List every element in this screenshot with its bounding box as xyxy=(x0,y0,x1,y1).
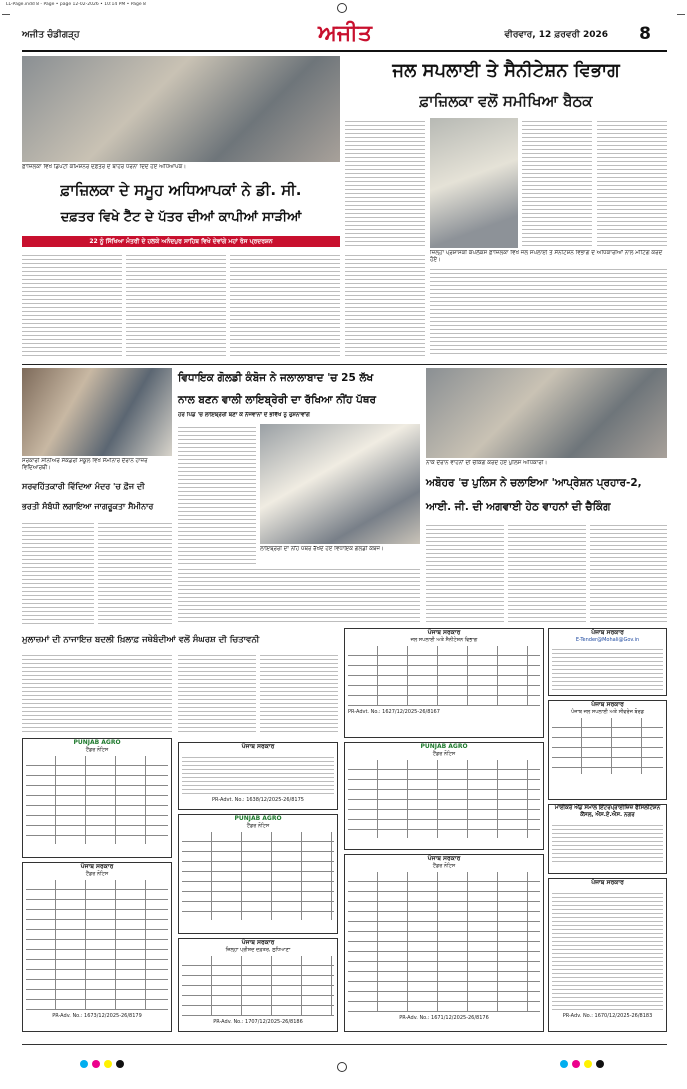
ad-title: ਪੰਜਾਬ ਸਰਕਾਰ xyxy=(591,879,624,886)
color-dot-magenta xyxy=(92,1060,100,1068)
story2-body-col xyxy=(126,252,226,358)
ad-office: ਜ਼ਿਲ੍ਹਾ ਪ੍ਰੀਸ਼ਦ ਦਫ਼ਤਰ, ਲੁਧਿਆਣਾ xyxy=(225,947,291,953)
ad-body xyxy=(552,646,663,692)
ad-pr-number: PR-Advt. No.: 1638/12/2025-26/8175 xyxy=(212,797,304,803)
ad-municipal xyxy=(548,804,667,874)
color-dot-cyan xyxy=(80,1060,88,1068)
ad-body xyxy=(552,822,663,862)
ad-table xyxy=(26,880,168,1010)
library-photo xyxy=(260,424,420,544)
story1-body-continued xyxy=(430,266,667,356)
issue-date: ਵੀਰਵਾਰ, 12 ਫ਼ਰਵਰੀ 2026 xyxy=(504,30,608,40)
ad-table xyxy=(552,718,663,774)
story3-headline-1: ਵਿਧਾਇਕ ਗੋਲਡੀ ਕੰਬੋਜ ਨੇ ਜਲਾਲਾਬਾਦ 'ਚ 25 ਲੱਖ xyxy=(178,372,374,384)
protest-photo xyxy=(22,56,340,162)
seminar-photo xyxy=(22,368,172,456)
ad-water-tender xyxy=(344,628,544,738)
police-photo-caption: ਨਾਕੇ ਦੌਰਾਨ ਵਾਹਨਾਂ ਦੀ ਚੈਕਿੰਗ ਕਰਦੇ ਹੋਏ ਪੁਲਿਸ ਅਧਿਕਾਰੀ। xyxy=(426,460,548,466)
ad-tender-table xyxy=(344,854,544,1032)
ad-title: ਪੰਜਾਬ ਸਰਕਾਰ xyxy=(427,629,461,636)
story6-body-col xyxy=(178,652,256,734)
ad-gov-notice xyxy=(548,628,667,696)
ad-table xyxy=(348,760,540,838)
crop-mark xyxy=(2,14,10,15)
story2-body-col xyxy=(22,252,122,358)
ad-tender-left xyxy=(22,862,172,1032)
story1-body-col xyxy=(345,252,425,358)
ad-subtitle: ਟੈਂਡਰ ਨੋਟਿਸ xyxy=(246,823,270,829)
story6-headline: ਮੁਲਾਜ਼ਮਾਂ ਦੀ ਨਾਜਾਇਜ਼ ਬਦਲੀ ਖ਼ਿਲਾਫ਼ ਜਥੇਬੰਦੀਆਂ ਵਲੋਂ ਸੰਘਰਸ਼ ਦੀ ਚਿਤਾਵਨੀ xyxy=(22,635,260,645)
ad-punjab-agro-left xyxy=(22,738,172,858)
ad-title: ਪੰਜਾਬ ਸਰਕਾਰ xyxy=(241,939,275,946)
ad-pr-number: PR-Adv. No.: 1673/12/2025-26/8179 xyxy=(52,1013,142,1019)
story2-headline-2: ਦਫ਼ਤਰ ਵਿਖੇ ਟੈੱਟ ਦੇ ਪੱਤਰ ਦੀਆਂ ਕਾਪੀਆਂ ਸਾੜੀਆਂ xyxy=(60,210,302,225)
registration-mark xyxy=(337,1062,347,1072)
story5-body-col xyxy=(508,522,586,622)
story4-headline-2: ਭਰਤੀ ਸੰਬੰਧੀ ਲਗਾਇਆ ਜਾਗਰੂਕਤਾ ਸੈਮੀਨਾਰ xyxy=(22,502,154,511)
story2-strap: 22 ਨੂੰ ਸਿੱਖਿਆ ਮੰਤਰੀ ਦੇ ਹਲਕੇ ਅਨੰਦਪੁਰ ਸਾਹਿਬ ਵਿਖੇ ਦੇਵਾਂਗੇ ਮਹਾਂ ਰੋਸ ਪ੍ਰਦਰਸ਼ਨ xyxy=(22,236,340,247)
meeting-photo xyxy=(430,118,518,248)
story1-body-col xyxy=(597,118,667,248)
masthead-logo: ਅਜੀਤ xyxy=(318,21,372,46)
ad-council: ਮਾਈਕਰੋ ਐਂਡ ਸਮਾਲ ਇੰਟਰਪ੍ਰਾਈਜ਼ਿਜ਼ ਫੈਸਿਲੀਟੇਸ਼ਨ ਕੌਂਸਲ, ਐਸ.ਏ.ਐਸ. ਨਗਰ xyxy=(554,805,661,818)
ad-title: ਪੰਜਾਬ ਸਰਕਾਰ xyxy=(427,855,461,862)
ad-table xyxy=(26,756,168,844)
ad-brand: PUNJAB AGRO xyxy=(73,739,121,746)
story1-headline-2: ਫ਼ਾਜ਼ਿਲਕਾ ਵਲੋਂ ਸਮੀਖਿਆ ਬੈਠਕ xyxy=(419,92,593,110)
seminar-photo-caption: ਸਰਕਾਰੀ ਸੀਨੀਅਰ ਸੈਕੰਡਰੀ ਸਕੂਲ ਵਿਖੇ ਸੈਮੀਨਾਰ ਦੌਰਾਨ ਹਾਜ਼ਰ ਵਿਦਿਆਰਥੀ। xyxy=(22,458,148,471)
ad-punjab-agro-center xyxy=(178,814,338,934)
ad-brand: PUNJAB AGRO xyxy=(420,743,468,750)
protest-photo-caption: ਫ਼ਾਜ਼ਿਲਕਾ ਵਿਖੇ ਡਿਪਟੀ ਕਮਿਸ਼ਨਰ ਦਫ਼ਤਰ ਦੇ ਬਾਹਰ ਧਰਨਾ ਦਿੰਦੇ ਹੋਏ ਅਧਿਆਪਕ। xyxy=(22,164,187,170)
color-dot-black xyxy=(116,1060,124,1068)
ad-body xyxy=(552,890,663,1010)
story4-headline-1: ਸਰਵਹਿੱਤਕਾਰੀ ਵਿੱਦਿਆ ਮੰਦਰ 'ਚ ਫ਼ੌਜ ਦੀ xyxy=(22,482,145,491)
footer-rule xyxy=(22,1044,667,1052)
ad-body xyxy=(182,754,334,794)
story6-body-col xyxy=(260,652,338,734)
story1-body-col xyxy=(522,118,592,248)
ad-table xyxy=(348,872,540,1012)
story5-headline-2: ਆਈ. ਜੀ. ਦੀ ਅਗਵਾਈ ਹੇਠ ਵਾਹਨਾਂ ਦੀ ਚੈਕਿੰਗ xyxy=(426,501,611,513)
story2-body-col xyxy=(230,252,340,358)
ad-subtitle: ਟੈਂਡਰ ਨੋਟਿਸ xyxy=(85,871,109,877)
story1-headline-1: ਜਲ ਸਪਲਾਈ ਤੇ ਸੈਨੀਟੇਸ਼ਨ ਵਿਭਾਗ xyxy=(392,60,620,81)
ad-title: ਪੰਜਾਬ ਸਰਕਾਰ xyxy=(591,701,624,708)
ad-pr-number: PR-Adv. No.: 1670/12/2025-26/8183 xyxy=(562,1013,653,1019)
ad-right-bottom xyxy=(548,878,667,1032)
ad-table xyxy=(348,646,540,706)
meeting-photo-caption: ਜ਼ਿਲ੍ਹਾ ਪ੍ਰਸ਼ਾਸਕੀ ਕੰਪਲੈਕਸ ਫ਼ਾਜ਼ਿਲਕਾ ਵਿਖੇ ਜਲ ਸਪਲਾਈ ਤੇ ਸੈਨੀਟੇਸ਼ਨ ਵਿਭਾਗ ਦੇ ਅਧਿਕਾਰੀਆਂ ਨਾਲ ਮੀਟਿੰਗ ਕਰਦੇ ਹੋਏ। xyxy=(430,250,663,263)
ad-email: E-Tender@Mohali@Gov.in xyxy=(575,637,640,643)
ad-pr-number: PR-Advt. No.: 1627/12/2025-26/8167 xyxy=(348,709,440,715)
color-dot-cyan xyxy=(560,1060,568,1068)
section-label: ਅਜੀਤ ਚੰਡੀਗੜ੍ਹ xyxy=(22,30,80,40)
ad-pr-number: PR-Adv. No.: 1671/12/2025-26/8176 xyxy=(399,1015,489,1021)
header-rule xyxy=(22,50,667,52)
ad-subtitle: ਟੈਂਡਰ ਨੋਟਿਸ xyxy=(432,863,456,869)
story6-body-col xyxy=(22,652,172,734)
story3-headline-2: ਨਾਲ ਬਣਨ ਵਾਲੀ ਲਾਇਬ੍ਰੇਰੀ ਦਾ ਰੱਖਿਆ ਨੀਂਹ ਪੱਥਰ xyxy=(178,394,377,406)
story3-body-col xyxy=(178,424,256,564)
color-dot-magenta xyxy=(572,1060,580,1068)
story4-body-col xyxy=(22,520,94,624)
ad-title: ਪੰਜਾਬ ਸਰਕਾਰ xyxy=(80,863,114,870)
ad-gov-center xyxy=(178,742,338,810)
ad-water-board xyxy=(548,700,667,800)
section-rule xyxy=(22,364,667,365)
police-photo xyxy=(426,368,667,458)
print-slug: LL-Page.indd 8 - Page • page 12-02-2026 • 10:14 PM • Page 8 xyxy=(6,2,146,7)
ad-table xyxy=(182,832,334,920)
crop-mark xyxy=(677,14,685,15)
story1-body-col xyxy=(345,118,425,248)
ad-subtitle: ਟੈਂਡਰ ਨੋਟਿਸ xyxy=(432,751,456,757)
ad-board: ਪੰਜਾਬ ਜਲ ਸਪਲਾਈ ਅਤੇ ਸੀਵਰੇਜ ਬੋਰਡ xyxy=(571,709,644,715)
ad-subtitle: ਟੈਂਡਰ ਨੋਟਿਸ xyxy=(85,747,109,753)
story2-headline-1: ਫ਼ਾਜ਼ਿਲਕਾ ਦੇ ਸਮੂਹ ਅਧਿਆਪਕਾਂ ਨੇ ਡੀ. ਸੀ. xyxy=(60,181,302,199)
ad-pr-number: PR-Adv. No.: 1707/12/2025-26/8186 xyxy=(213,1019,303,1025)
ad-dept: ਜਲ ਸਪਲਾਈ ਅਤੇ ਸੈਨੀਟੇਸ਼ਨ ਵਿਭਾਗ xyxy=(410,637,478,643)
story5-body-col xyxy=(426,522,504,622)
color-dot-black xyxy=(596,1060,604,1068)
page-number: 8 xyxy=(639,24,651,44)
story5-body-col xyxy=(590,522,667,622)
story4-body-col xyxy=(98,520,172,624)
ad-ludhiana xyxy=(178,938,338,1032)
color-dot-yellow xyxy=(104,1060,112,1068)
ad-title: ਪੰਜਾਬ ਸਰਕਾਰ xyxy=(241,743,275,750)
library-photo-caption: ਲਾਇਬ੍ਰੇਰੀ ਦਾ ਨੀਂਹ ਪੱਥਰ ਰੱਖਦੇ ਹੋਏ ਵਿਧਾਇਕ ਗੋਲਡੀ ਕੰਬੋਜ। xyxy=(260,546,384,552)
story3-body-continued xyxy=(178,566,420,624)
color-dot-yellow xyxy=(584,1060,592,1068)
ad-table xyxy=(182,956,334,1016)
registration-mark xyxy=(337,3,347,13)
ad-brand: PUNJAB AGRO xyxy=(234,815,282,822)
ad-title: ਪੰਜਾਬ ਸਰਕਾਰ xyxy=(591,629,624,636)
ad-punjab-agro-right xyxy=(344,742,544,850)
story3-strap: ਹਰ ਪਿੰਡ 'ਚ ਲਾਇਬ੍ਰੇਰੀ ਬਣਾ ਕੇ ਨੌਜਵਾਨਾਂ ਦੇ ਭਵਿੱਖ ਨੂੰ ਰੁਸ਼ਨਾਵਾਂਗੇ xyxy=(178,412,310,418)
story5-headline-1: ਅਬੋਹਰ 'ਚ ਪੁਲਿਸ ਨੇ ਚਲਾਇਆ 'ਆਪ੍ਰੇਸ਼ਨ ਪ੍ਰਹਾਰ-2, xyxy=(426,477,642,489)
